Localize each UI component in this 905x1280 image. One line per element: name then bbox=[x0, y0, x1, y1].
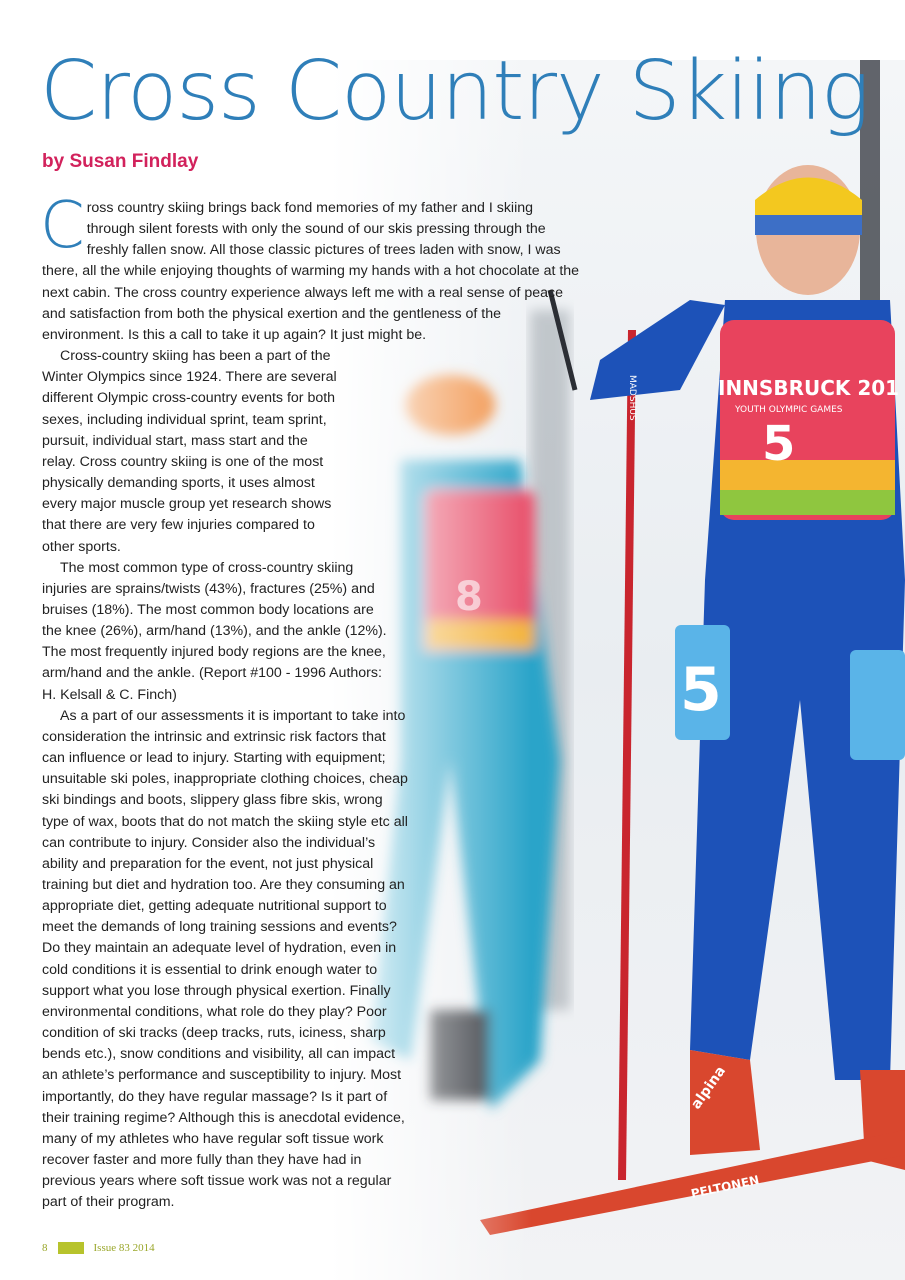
paragraph-4: As a part of our assessments it is important to take into consideration the intrinsic and extrinsic risk factors that can influence or lead to injury. Starting with equipment; unsuitable ski poles, inappropriate clothing choices, cheap ski bindings and boots, slippery glass fibre skis, wrong type of wax, boots that do not match the skiing style etc all can contribute to injury. Consider also the individual’s ability and preparation for the event, not just physical training but diet and hydration too. Are they consuming an appropriate diet, getting adequate nutritional support to meet the demands of long training sessions and events? Do they maintain an adequate level of hydration, even in cold conditions it is essential to drink enough water to support what you lose through physical exertion. Finally environmental conditions, what role do they play? Poor condition of ski tracks (deep tracks, ruts, iciness, sharp bends etc.), snow conditions and visibility, all can impact an athlete’s performance and susceptibility to injury. Most importantly, do they have regular massage? Is it part of their training regime? Although this is anecdotal evidence, many of my athletes who have regular soft tissue work recover faster and more fully than they have had in previous years where soft tissue work was not a regular part of their program. bbox=[42, 707, 408, 1211]
page-footer bbox=[42, 1240, 155, 1256]
paragraph-2: Cross-country skiing has been a part of the Winter Olympics since 1924. There are several different Olympic cross-country events for both sexes, including individual sprint, team sprint, pursuit, individual start, mass start and the relay. Cross country skiing is one of the most physically demanding sports, it uses almost every major muscle group yet research shows that there are very few injuries compared to other sports. bbox=[42, 348, 337, 555]
paragraph-3: The most common type of cross-country skiing injuries are sprains/twists (43%), fractures (25%) and bruises (18%). The most common body locations are the knee (26%), arm/hand (13%), and the ankle (12%). The most frequently injured body regions are the knee, arm/hand and the ankle. (Report #100 - 1996 Authors: H. Kelsall & C. Finch) bbox=[42, 559, 387, 703]
page-number: 8 bbox=[42, 1242, 48, 1254]
drop-cap: C bbox=[40, 189, 85, 263]
article-byline: by Susan Findlay bbox=[42, 151, 199, 172]
paragraph-1 bbox=[40, 189, 582, 346]
paragraph-1-text: ross country skiing brings back fond memories of my father and I skiing through silent forests with only the sound of our skis pressing through the freshly fallen snow. All those classic pictures of trees laden with snow, I was there, all the while enjoying thoughts of warming my hands with a hot chocolate at the next cabin. The cross country experience always left me with a real sense of peace and satisfaction from both the physical exertion and the gentleness of the environment. Is this a call to take it up again? It just might be. bbox=[42, 200, 580, 343]
article-body bbox=[40, 189, 602, 1214]
article-title: Cross Country Skiing bbox=[40, 44, 869, 139]
issue-label: Issue 83 2014 bbox=[93, 1242, 155, 1254]
footer-accent-bar bbox=[58, 1242, 84, 1254]
